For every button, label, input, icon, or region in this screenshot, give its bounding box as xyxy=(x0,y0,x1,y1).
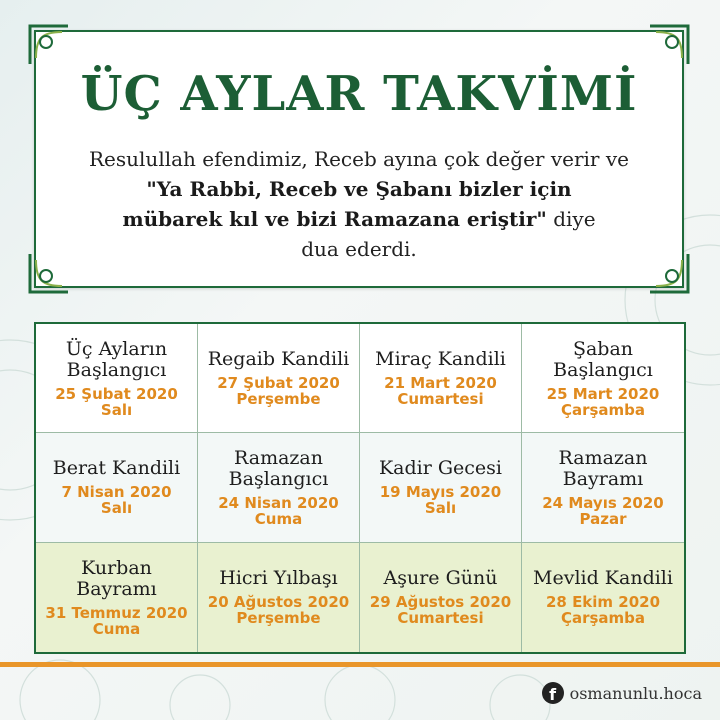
event-day: Cumartesi xyxy=(397,390,484,409)
footer-social[interactable] xyxy=(542,682,702,704)
intro-line: Resulullah efendimiz, Receb ayına çok değer verir ve xyxy=(89,147,629,171)
event-name: Regaib Kandili xyxy=(207,348,350,371)
event-day: Cumartesi xyxy=(397,609,484,628)
bottom-divider xyxy=(0,662,720,667)
event-name: Berat Kandili xyxy=(52,457,181,480)
page-title: ÜÇ AYLAR TAKVİMİ xyxy=(80,66,638,122)
event-name: Üç Ayların Başlangıcı xyxy=(65,337,168,381)
event-cell xyxy=(36,543,198,652)
event-cell xyxy=(522,433,684,542)
intro-quote: mübarek kıl ve bizi Ramazana eriştir" xyxy=(122,207,547,231)
ornament-corner-icon xyxy=(28,24,70,66)
event-name: Kadir Gecesi xyxy=(378,457,503,480)
event-date: 19 Mayıs 2020 xyxy=(379,483,502,502)
event-cell xyxy=(36,324,198,433)
intro-quote: "Ya Rabbi, Receb ve Şabanı bizler için xyxy=(146,177,572,201)
event-cell xyxy=(360,433,522,542)
event-date: 25 Mart 2020 xyxy=(546,384,660,403)
event-date: 31 Temmuz 2020 xyxy=(45,603,188,622)
event-day: Perşembe xyxy=(236,390,321,409)
event-name: Aşure Günü xyxy=(383,567,498,590)
event-name: Şaban Başlangıcı xyxy=(553,337,653,381)
event-cell xyxy=(198,433,360,542)
event-day: Salı xyxy=(100,400,133,419)
calendar-grid xyxy=(34,322,686,654)
event-name: Ramazan Başlangıcı xyxy=(228,446,329,490)
event-day: Salı xyxy=(100,499,133,518)
event-date: 27 Şubat 2020 xyxy=(217,374,340,393)
intro-text xyxy=(56,144,662,264)
event-date: 7 Nisan 2020 xyxy=(61,483,172,502)
event-day: Cuma xyxy=(92,619,141,638)
event-name: Kurban Bayramı xyxy=(76,556,157,600)
event-date: 24 Nisan 2020 xyxy=(218,493,339,512)
event-day: Çarşamba xyxy=(560,400,646,419)
event-cell xyxy=(198,543,360,652)
intro-line: dua ederdi. xyxy=(301,237,417,261)
event-day: Salı xyxy=(424,499,457,518)
event-cell xyxy=(522,324,684,433)
event-date: 20 Ağustos 2020 xyxy=(207,593,350,612)
event-day: Perşembe xyxy=(236,609,321,628)
event-cell xyxy=(198,324,360,433)
social-handle[interactable]: osmanunlu.hoca xyxy=(569,683,702,703)
event-cell xyxy=(360,543,522,652)
event-cell xyxy=(360,324,522,433)
header-card xyxy=(34,30,684,288)
event-name: Ramazan Bayramı xyxy=(558,446,648,490)
event-day: Çarşamba xyxy=(560,609,646,628)
event-name: Miraç Kandili xyxy=(375,348,506,371)
event-cell xyxy=(36,433,198,542)
event-name: Mevlid Kandili xyxy=(533,567,673,590)
event-name: Hicri Yılbaşı xyxy=(219,567,338,590)
ornament-corner-icon xyxy=(648,24,690,66)
facebook-icon[interactable]: f xyxy=(542,682,564,704)
event-cell xyxy=(522,543,684,652)
event-day: Cuma xyxy=(254,509,303,528)
event-date: 21 Mart 2020 xyxy=(384,374,497,393)
event-date: 28 Ekim 2020 xyxy=(545,593,661,612)
event-day: Pazar xyxy=(579,509,627,528)
event-date: 29 Ağustos 2020 xyxy=(369,593,512,612)
intro-line: diye xyxy=(546,207,596,231)
event-date: 24 Mayıs 2020 xyxy=(542,493,664,512)
event-date: 25 Şubat 2020 xyxy=(55,384,178,403)
